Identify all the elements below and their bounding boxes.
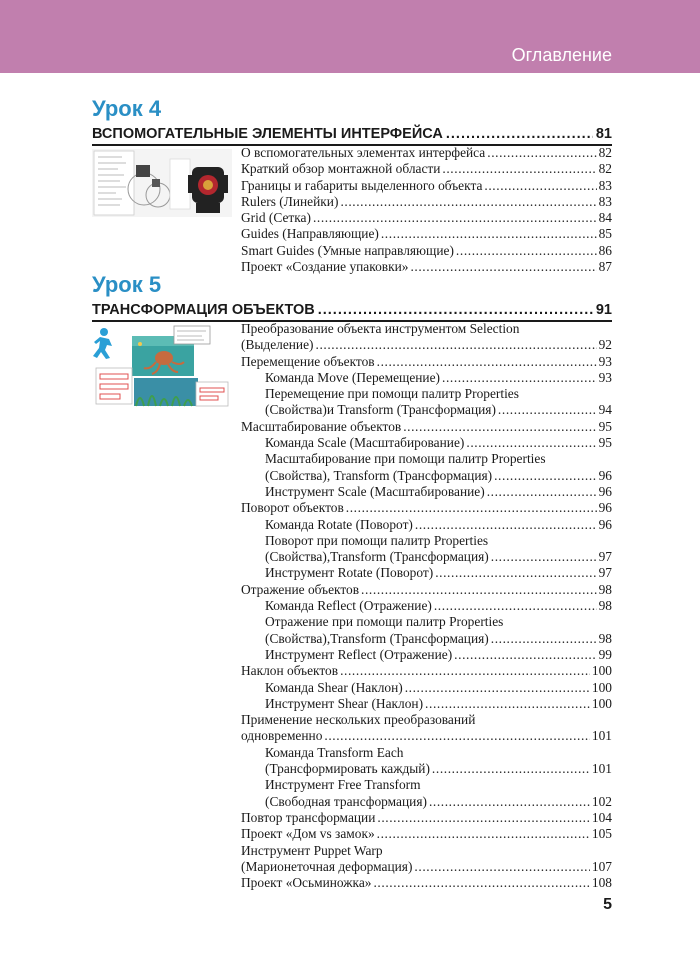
toc-entry[interactable] <box>241 712 612 728</box>
leader-dots <box>381 226 597 242</box>
leader-dots <box>432 761 590 777</box>
toc-page-number: 104 <box>591 809 612 825</box>
toc-entry-text: Поворот при помощи палитр Properties <box>265 532 489 548</box>
toc-entry[interactable] <box>241 598 612 614</box>
leader-dots <box>415 517 597 533</box>
toc-entry[interactable] <box>241 680 612 696</box>
leader-dots <box>425 696 590 712</box>
leader-dots <box>446 126 593 142</box>
leader-dots <box>377 810 590 826</box>
toc-page-number: 95 <box>598 435 612 451</box>
leader-dots <box>377 354 597 370</box>
toc-entry[interactable] <box>241 259 612 275</box>
toc-entry[interactable] <box>241 826 612 842</box>
toc-page-number: 84 <box>598 210 612 226</box>
toc-page-number: 96 <box>598 467 612 483</box>
leader-dots <box>318 302 593 318</box>
toc-entry[interactable] <box>241 468 612 484</box>
leader-dots <box>491 631 597 647</box>
leader-dots <box>487 145 596 161</box>
leader-dots <box>466 435 596 451</box>
leader-dots <box>487 484 597 500</box>
toc-entry[interactable] <box>241 565 612 581</box>
toc-entry-text: Команда Reflect (Отражение) <box>265 598 432 614</box>
toc-entry[interactable] <box>241 761 612 777</box>
toc-entry-text: Grid (Сетка) <box>241 210 311 226</box>
toc-entry-text: Масштабирование объектов <box>241 418 402 434</box>
toc-page-number: 95 <box>598 418 612 434</box>
leader-dots <box>456 243 597 259</box>
toc-page-number: 93 <box>598 353 612 369</box>
toc-entry-text: Команда Transform Each <box>265 744 404 760</box>
toc-entry[interactable] <box>241 451 612 467</box>
toc-entry[interactable] <box>241 435 612 451</box>
toc-entry[interactable] <box>241 484 612 500</box>
toc-entry-text: (Свойства),Transform (Трансформация) <box>265 630 489 646</box>
leader-dots <box>498 402 597 418</box>
toc-page-number: 82 <box>598 161 612 177</box>
leader-dots <box>340 663 590 679</box>
toc-page-number: 97 <box>598 549 612 565</box>
toc-entry-text: Инструмент Scale (Масштабирование) <box>265 483 485 499</box>
leader-dots <box>405 680 590 696</box>
toc-page-number: 96 <box>598 483 612 499</box>
toc-entry[interactable] <box>241 210 612 226</box>
toc-entry-text: Наклон объектов <box>241 663 339 679</box>
section-page-number: 91 <box>595 302 612 318</box>
toc-entry[interactable] <box>241 243 612 259</box>
toc-entry-text: Перемещение при помощи палитр Properties <box>265 386 519 402</box>
toc-entry-text: Поворот объектов <box>241 500 344 516</box>
toc-entry-text: (Свойства),Transform (Трансформация) <box>265 549 489 565</box>
toc-entry[interactable] <box>241 810 612 826</box>
toc-entry-text: (Свойства)и Transform (Трансформация) <box>265 402 496 418</box>
lesson-5-thumbnail-image <box>92 324 232 408</box>
toc-entry-text: Smart Guides (Умные направляющие) <box>241 242 454 258</box>
toc-entry[interactable] <box>241 517 612 533</box>
toc-page-number: 100 <box>591 679 612 695</box>
toc-entry[interactable] <box>241 178 612 194</box>
toc-entry[interactable] <box>241 419 612 435</box>
toc-page-number: 92 <box>598 337 612 353</box>
toc-entry-text: Rulers (Линейки) <box>241 193 339 209</box>
toc-page-number: 100 <box>591 663 612 679</box>
toc-entry-text: Краткий обзор монтажной области <box>241 161 441 177</box>
lesson-4-heading: Урок 4 <box>92 96 162 121</box>
toc-page-number: 98 <box>598 630 612 646</box>
toc-page-number: 94 <box>598 402 612 418</box>
leader-dots <box>346 500 597 516</box>
toc-entry[interactable] <box>241 161 612 177</box>
lesson-5-toc <box>241 321 612 891</box>
toc-entry-text: Инструмент Puppet Warp <box>241 842 383 858</box>
leader-dots <box>340 194 596 210</box>
toc-entry[interactable] <box>241 549 612 565</box>
toc-page-number: 86 <box>598 242 612 258</box>
toc-entry[interactable] <box>241 226 612 242</box>
toc-entry[interactable] <box>241 337 612 353</box>
toc-page-number: 98 <box>598 581 612 597</box>
toc-entry-text: Команда Shear (Наклон) <box>265 679 403 695</box>
toc-entry[interactable] <box>241 402 612 418</box>
lesson-5-heading: Урок 5 <box>92 272 162 297</box>
leader-dots <box>494 468 597 484</box>
toc-page-number: 98 <box>598 598 612 614</box>
toc-entry[interactable] <box>241 533 612 549</box>
leader-dots <box>442 161 596 177</box>
leader-dots <box>414 859 589 875</box>
toc-entry-text: Guides (Направляющие) <box>241 226 379 242</box>
leader-dots <box>454 647 596 663</box>
toc-entry[interactable] <box>241 582 612 598</box>
toc-entry-text: Отражение объектов <box>241 581 360 597</box>
toc-page-number: 96 <box>598 500 612 516</box>
toc-entry-text: О вспомогательных элементах интерфейса <box>241 145 486 160</box>
toc-entry-text: Инструмент Rotate (Поворот) <box>265 565 434 581</box>
toc-page-number: 105 <box>591 826 612 842</box>
toc-entry-text: Применение нескольких преобразований <box>241 712 476 728</box>
toc-page-number: 101 <box>591 761 612 777</box>
toc-entry-text: Масштабирование при помощи палитр Properties <box>265 451 546 467</box>
toc-entry[interactable] <box>241 631 612 647</box>
leader-dots <box>442 370 597 386</box>
toc-page-number: 107 <box>591 858 612 874</box>
toc-page-number: 96 <box>598 516 612 532</box>
toc-entry[interactable] <box>241 647 612 663</box>
toc-entry-text: (Марионеточная деформация) <box>241 858 413 874</box>
toc-entry-text: Инструмент Reflect (Отражение) <box>265 646 453 662</box>
leader-dots <box>484 178 596 194</box>
page-number: 5 <box>603 896 612 913</box>
toc-entry[interactable] <box>241 370 612 386</box>
toc-entry[interactable] <box>241 500 612 516</box>
toc-page-number: 82 <box>598 145 612 160</box>
toc-entry-text: Команда Rotate (Поворот) <box>265 516 413 532</box>
section-title-text: ВСПОМОГАТЕЛЬНЫЕ ЭЛЕМЕНТЫ ИНТЕРФЕЙСА <box>92 126 443 142</box>
section-title-text: ТРАНСФОРМАЦИЯ ОБЪЕКТОВ <box>92 302 315 318</box>
toc-page-number: 99 <box>598 646 612 662</box>
toc-entry-text: Перемещение объектов <box>241 353 375 369</box>
header-band <box>0 0 700 73</box>
toc-page-number: 100 <box>591 695 612 711</box>
section-page-number: 81 <box>595 126 612 142</box>
toc-page-number: 87 <box>598 259 612 275</box>
leader-dots <box>403 419 596 435</box>
toc-entry[interactable] <box>241 777 612 793</box>
page-title: Оглавление <box>511 45 612 65</box>
toc-entry[interactable] <box>241 663 612 679</box>
toc-entry-text: (Свойства), Transform (Трансформация) <box>265 467 493 483</box>
leader-dots <box>316 337 597 353</box>
toc-entry[interactable] <box>241 728 612 744</box>
toc-entry[interactable] <box>241 614 612 630</box>
toc-entry[interactable] <box>241 145 612 161</box>
toc-entry-text: Инструмент Shear (Наклон) <box>265 695 424 711</box>
toc-entry[interactable] <box>241 354 612 370</box>
toc-entry[interactable] <box>241 794 612 810</box>
leader-dots <box>313 210 597 226</box>
toc-entry[interactable] <box>241 696 612 712</box>
leader-dots <box>435 565 596 581</box>
leader-dots <box>434 598 597 614</box>
leader-dots <box>373 875 589 891</box>
toc-page-number: 83 <box>598 193 612 209</box>
toc-entry-text: (Трансформировать каждый) <box>265 761 430 777</box>
toc-entry-text: (Выделение) <box>241 337 314 353</box>
toc-entry-text: Повтор трансформации <box>241 809 376 825</box>
toc-page-number: 83 <box>598 177 612 193</box>
toc-entry-text: (Свободная трансформация) <box>265 793 427 809</box>
toc-entry[interactable] <box>241 875 612 891</box>
leader-dots <box>324 728 590 744</box>
toc-entry-text: Отражение при помощи палитр Properties <box>265 614 504 630</box>
toc-entry-text: Команда Move (Перемещение) <box>265 369 441 385</box>
toc-entry-text: Проект «Создание упаковки» <box>241 259 409 275</box>
toc-entry[interactable] <box>241 745 612 761</box>
lesson-4-thumbnail-image <box>92 149 232 217</box>
toc-page-number: 85 <box>598 226 612 242</box>
toc-entry-text: Проект «Дом vs замок» <box>241 826 375 842</box>
toc-entry-text: Команда Scale (Масштабирование) <box>265 435 465 451</box>
toc-entry[interactable] <box>241 386 612 402</box>
toc-entry[interactable] <box>241 859 612 875</box>
toc-entry[interactable] <box>241 194 612 210</box>
lesson-4-section-title[interactable] <box>92 124 612 146</box>
lesson-5-section-title[interactable] <box>92 300 612 322</box>
toc-entry-text: Проект «Осьминожка» <box>241 875 372 891</box>
toc-page-number: 93 <box>598 369 612 385</box>
toc-entry-text: Преобразование объекта инструментом Selection <box>241 321 520 336</box>
leader-dots <box>377 826 590 842</box>
toc-page-number: 101 <box>591 728 612 744</box>
toc-page-number: 108 <box>591 875 612 891</box>
leader-dots <box>410 259 596 275</box>
toc-entry-text: Инструмент Free Transform <box>265 777 421 793</box>
toc-entry[interactable] <box>241 321 612 337</box>
leader-dots <box>361 582 597 598</box>
toc-page-number: 102 <box>591 793 612 809</box>
leader-dots <box>429 794 590 810</box>
toc-entry-text: одновременно <box>241 728 323 744</box>
lesson-4-toc <box>241 145 612 275</box>
toc-entry[interactable] <box>241 843 612 859</box>
toc-page-number: 97 <box>598 565 612 581</box>
leader-dots <box>491 549 597 565</box>
toc-entry-text: Границы и габариты выделенного объекта <box>241 177 483 193</box>
